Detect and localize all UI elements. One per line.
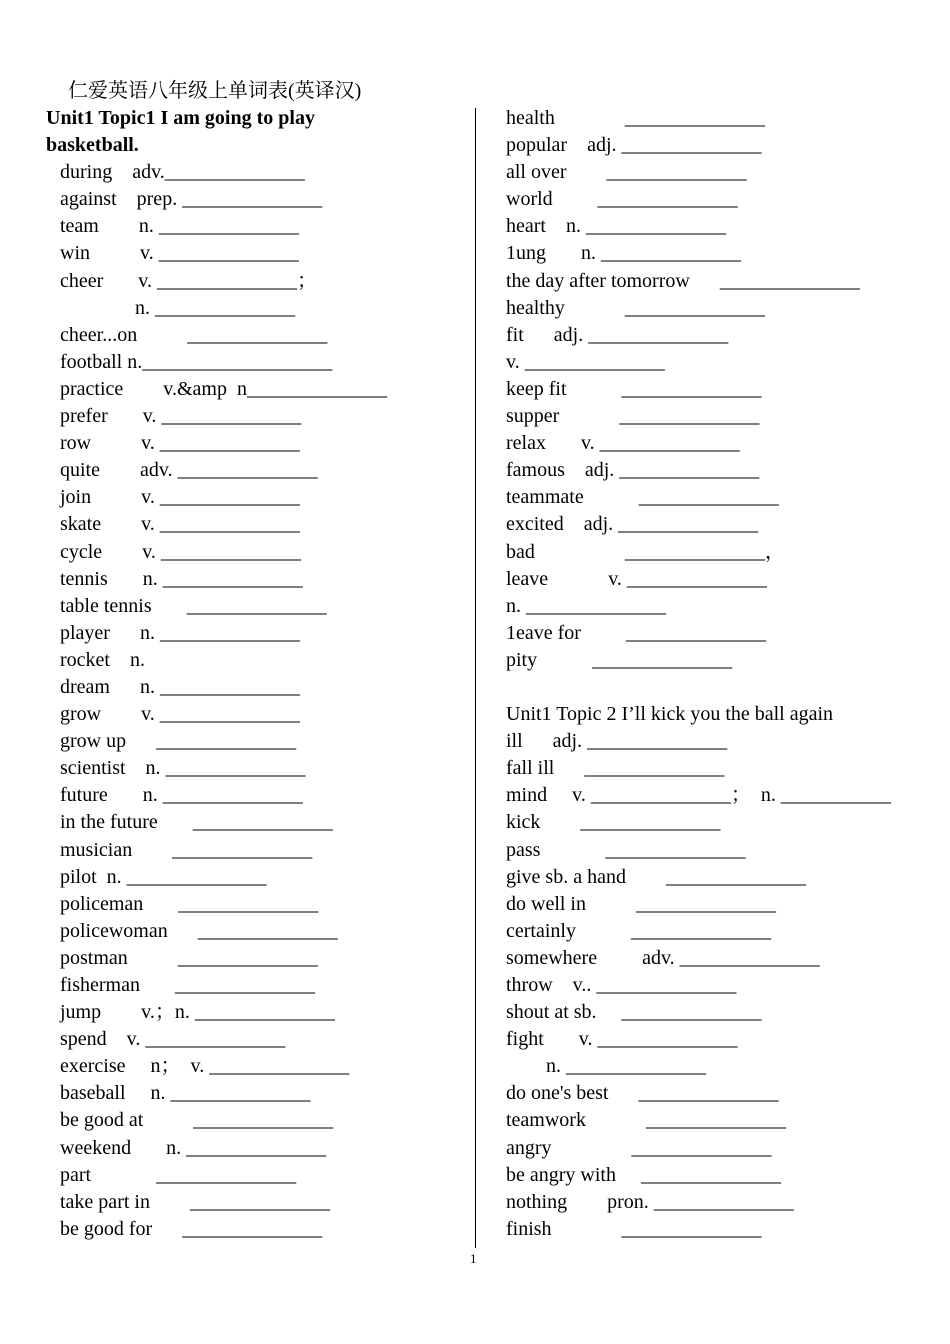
word-entry: pilot n. ______________: [60, 865, 267, 888]
unit-heading-line2: basketball.: [46, 134, 139, 157]
right-word-list: [506, 105, 926, 1243]
word-entry: team n. ______________: [60, 215, 299, 238]
word-entry: practice v.&amp n______________: [60, 377, 387, 400]
word-entry: musician ______________: [60, 838, 313, 861]
word-entry: bad ______________，: [506, 540, 785, 563]
word-entry: cycle v. ______________: [60, 540, 301, 563]
word-entry: give sb. a hand ______________: [506, 865, 806, 888]
word-entry: nothing pron. ______________: [506, 1190, 794, 1213]
word-entry: ill adj. ______________: [506, 730, 728, 753]
word-entry: fall ill ______________: [506, 757, 725, 780]
word-entry: n. ______________: [506, 1055, 706, 1078]
word-entry: 1eave for ______________: [506, 621, 766, 644]
word-entry: grow up ______________: [60, 730, 297, 753]
word-entry: be good for ______________: [60, 1217, 323, 1240]
word-entry: relax v. ______________: [506, 432, 740, 455]
word-entry: skate v. ______________: [60, 513, 300, 536]
word-entry: teammate ______________: [506, 486, 779, 509]
word-entry: angry ______________: [506, 1136, 772, 1159]
word-entry: 1ung n. ______________: [506, 242, 741, 265]
word-entry: player n. ______________: [60, 621, 300, 644]
page-title: 仁爱英语八年级上单词表(英译汉): [68, 80, 362, 102]
word-entry: be angry with ______________: [506, 1163, 781, 1186]
word-entry: healthy ______________: [506, 296, 765, 319]
word-entry: the day after tomorrow ______________: [506, 269, 860, 292]
left-word-list: [46, 159, 466, 1243]
word-entry: dream n. ______________: [60, 675, 300, 698]
word-entry: future n. ______________: [60, 784, 303, 807]
word-entry: throw v.. ______________: [506, 974, 737, 996]
page-number: 1: [470, 1251, 477, 1266]
word-entry: health ______________: [506, 107, 765, 129]
left-column: [46, 105, 466, 1243]
word-entry: table tennis ______________: [60, 594, 327, 617]
word-entry: leave v. ______________: [506, 567, 767, 590]
word-entry: kick ______________: [506, 811, 721, 834]
word-entry: do one's best ______________: [506, 1082, 779, 1105]
word-entry: supper ______________: [506, 405, 760, 428]
word-entry: excited adj. ______________: [506, 513, 759, 536]
word-entry: certainly ______________: [506, 919, 771, 942]
word-entry: teamwork ______________: [506, 1109, 786, 1132]
word-entry: finish ______________: [506, 1217, 762, 1240]
word-entry: all over ______________: [506, 161, 747, 184]
word-entry: against prep. ______________: [60, 188, 323, 211]
word-entry: cheer v. ______________；: [60, 269, 317, 292]
word-entry: rocket n.: [60, 648, 145, 671]
word-entry: cheer...on ______________: [60, 323, 328, 346]
word-entry: mind v. ______________； n. ___________: [506, 784, 891, 807]
right-column: [506, 105, 926, 1243]
word-entry: somewhere adv. ______________: [506, 946, 820, 969]
word-entry: part ______________: [60, 1163, 297, 1186]
word-entry: shout at sb. ______________: [506, 1001, 762, 1024]
word-entry: n. ______________: [60, 296, 295, 319]
word-entry: spend v. ______________: [60, 1028, 286, 1051]
word-entry: grow v. ______________: [60, 703, 300, 726]
word-entry: fight v. ______________: [506, 1028, 738, 1051]
word-entry: keep fit ______________: [506, 377, 762, 400]
word-entry: popular adj. ______________: [506, 134, 762, 157]
word-entry: exercise n； v. ______________: [60, 1055, 350, 1078]
word-entry: fit adj. ______________: [506, 323, 729, 346]
word-entry: join v. ______________: [60, 486, 300, 509]
word-entry: take part in ______________: [60, 1190, 330, 1213]
word-entry: fisherman ______________: [60, 974, 315, 996]
word-entry: football n.___________________: [60, 350, 333, 373]
word-entry: row v. ______________: [60, 432, 300, 455]
word-entry: v. ______________: [506, 350, 665, 373]
word-entry: scientist n. ______________: [60, 757, 306, 780]
word-entry: n. ______________: [506, 594, 666, 617]
word-entry: during adv.______________: [60, 161, 305, 184]
word-entry: prefer v. ______________: [60, 405, 302, 428]
word-entry: postman ______________: [60, 946, 318, 969]
unit-heading-line1: Unit1 Topic1 I am going to play: [46, 107, 315, 129]
word-entry: pass ______________: [506, 838, 746, 861]
word-entry: policeman ______________: [60, 892, 319, 915]
word-entry: baseball n. ______________: [60, 1082, 311, 1105]
word-entry: pity ______________: [506, 648, 733, 671]
word-entry: Unit1 Topic 2 I’ll kick you the ball again: [506, 703, 834, 726]
word-entry: win v. ______________: [60, 242, 299, 265]
word-entry: do well in ______________: [506, 892, 776, 915]
word-entry: jump v.；n. ______________: [60, 1001, 335, 1024]
word-entry: world ______________: [506, 188, 738, 211]
word-entry: be good at ______________: [60, 1109, 334, 1132]
word-entry: in the future ______________: [60, 811, 333, 834]
word-entry: policewoman ______________: [60, 919, 338, 942]
word-entry: heart n. ______________: [506, 215, 726, 238]
word-entry: famous adj. ______________: [506, 459, 760, 482]
word-entry: [506, 674, 926, 701]
word-entry: tennis n. ______________: [60, 567, 303, 590]
word-entry: quite adv. ______________: [60, 459, 318, 482]
word-entry: weekend n. ______________: [60, 1136, 327, 1159]
column-divider: [475, 108, 476, 1248]
